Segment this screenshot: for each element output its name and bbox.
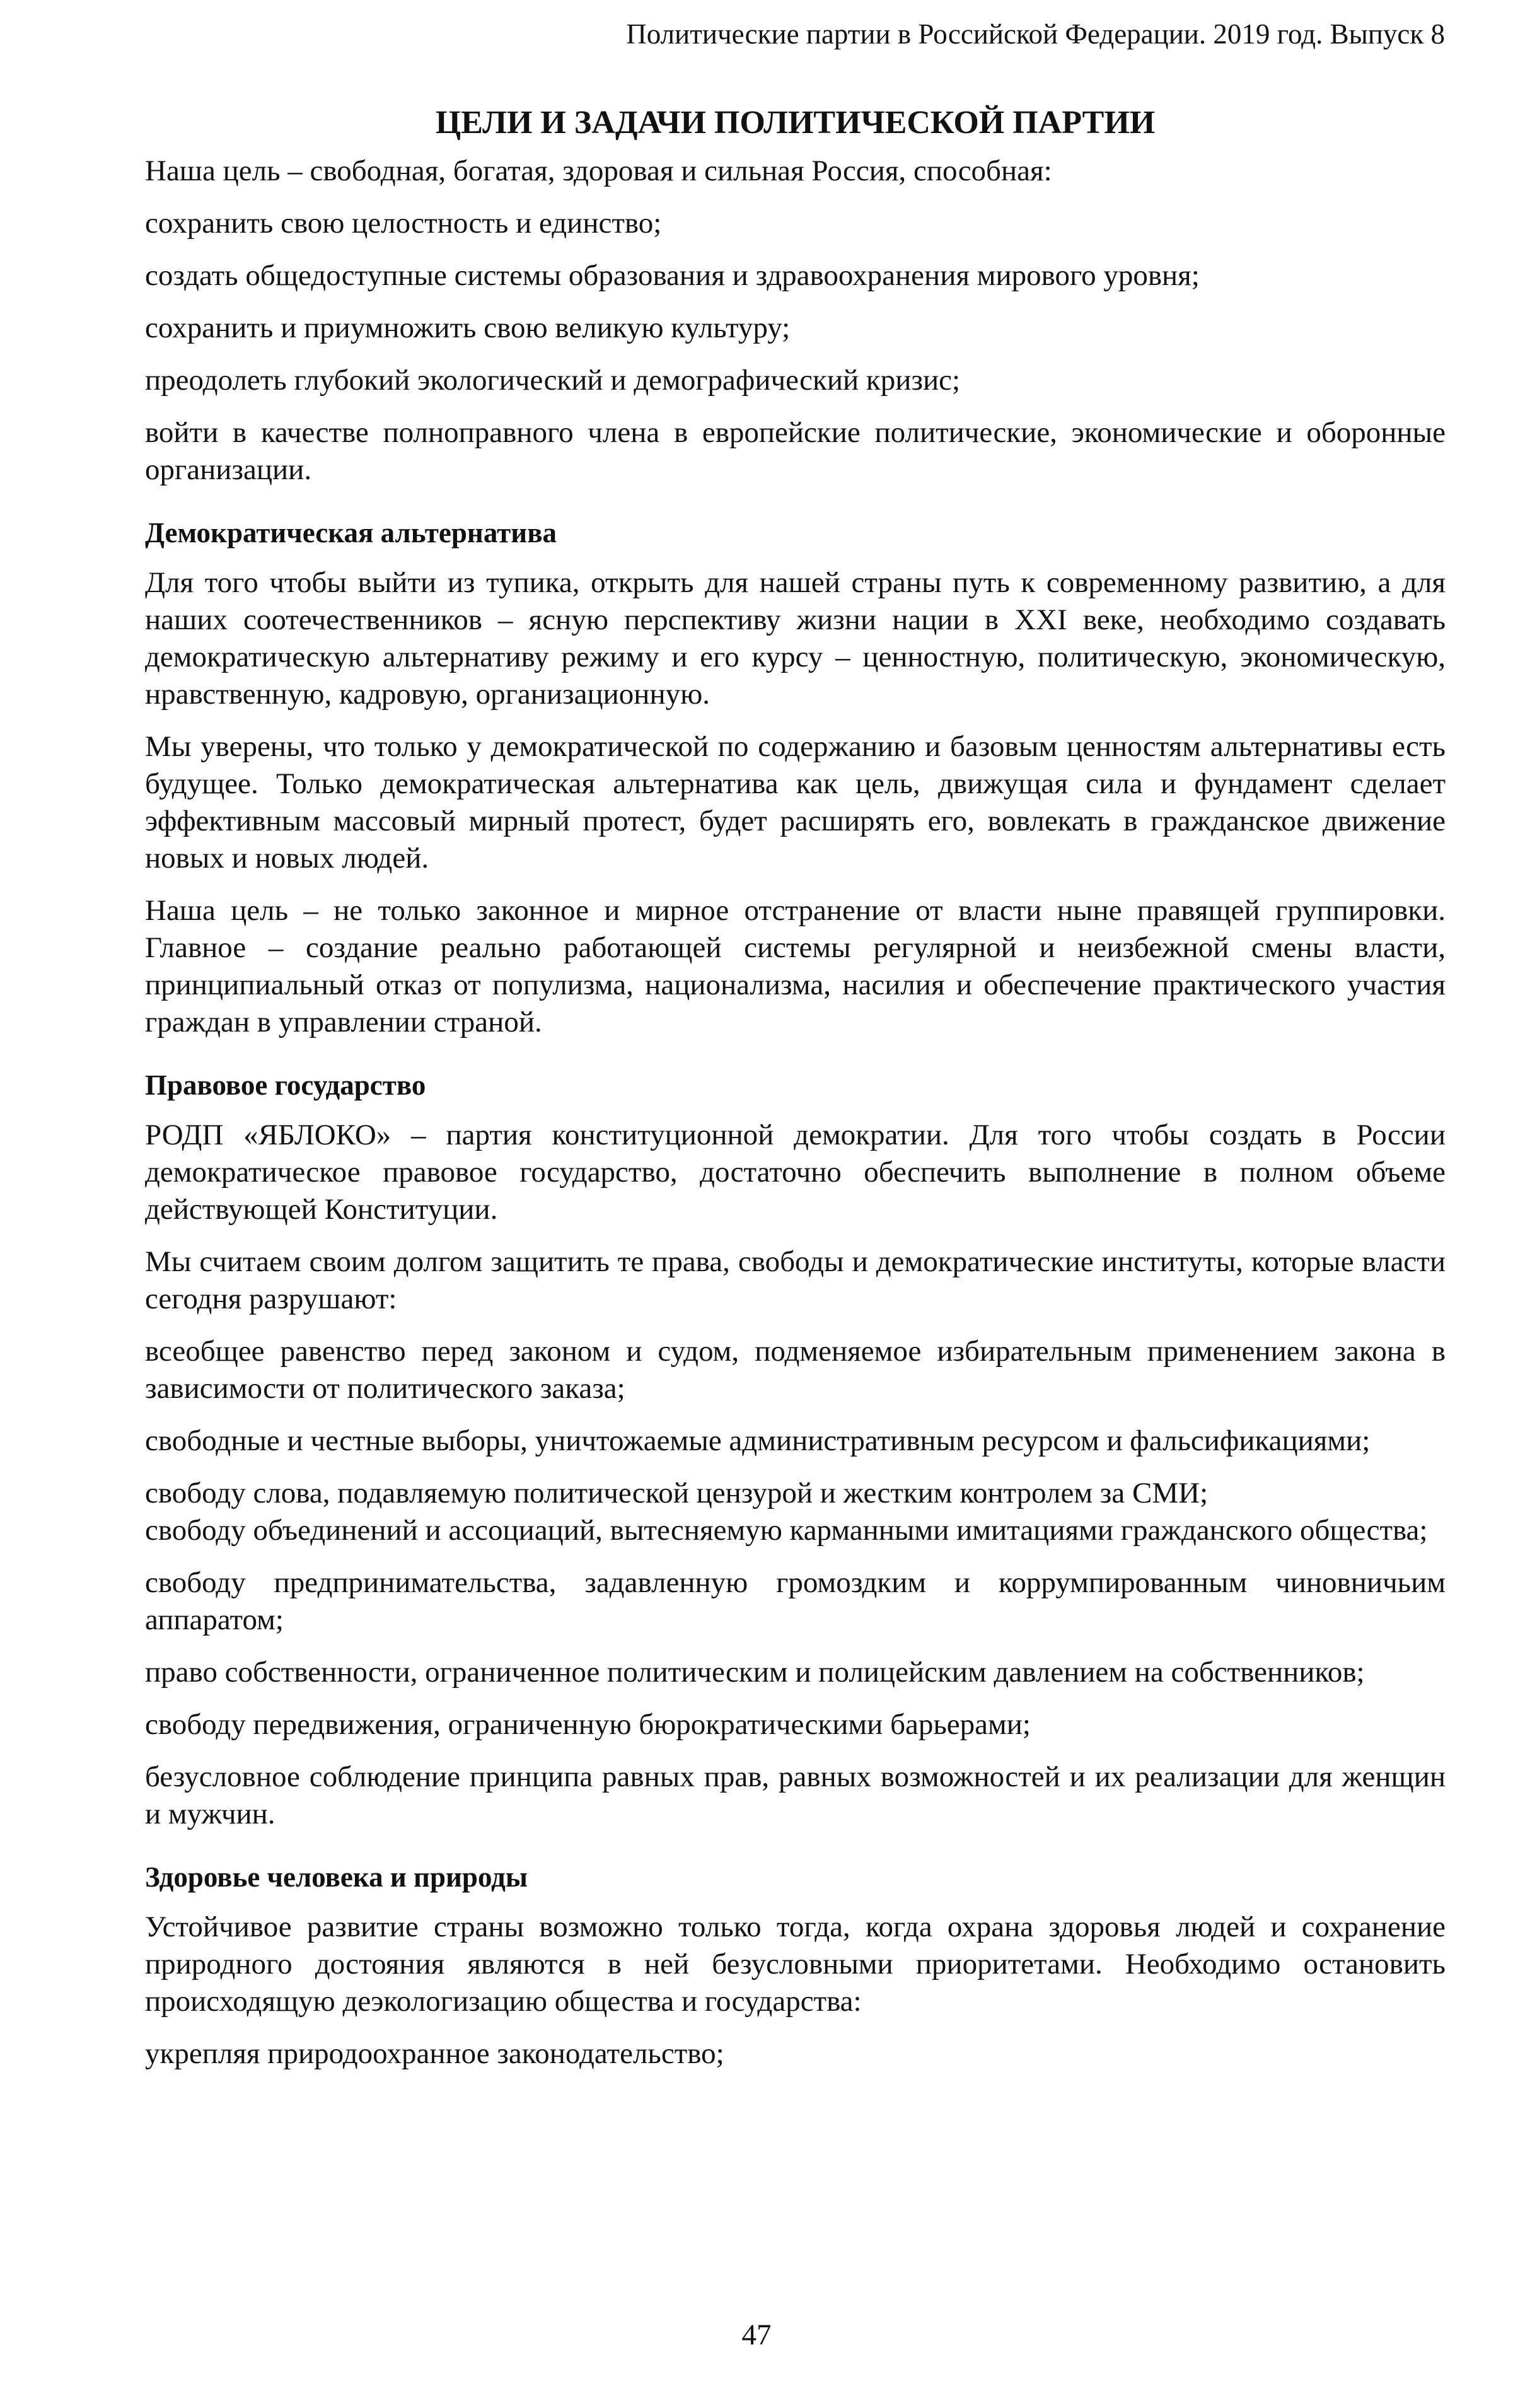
list-item: сохранить и приумножить свою великую культуру; xyxy=(145,311,791,344)
paragraph: РОДП «ЯБЛОКО» – партия конституционной демократии. Для того чтобы создать в России демократическое правовое государство, достаточно обеспечить выполнение в полном объеме действующей Конституции. xyxy=(145,1119,1446,1226)
running-head: Политические партии в Российской Федерации. 2019 год. Выпуск 8 xyxy=(626,18,1445,50)
list-item: право собственности, ограниченное политическим и полицейским давлением на собственников; xyxy=(145,1656,1365,1689)
list-item: свободные и честные выборы, уничтожаемые административным ресурсом и фальсификациями; xyxy=(145,1424,1371,1457)
intro-lead: Наша цель – свободная, богатая, здоровая и сильная Россия, способная: xyxy=(145,154,1052,187)
list-item: свободу передвижения, ограниченную бюрократическими барьерами; xyxy=(145,1708,1031,1741)
list-item: войти в качестве полноправного члена в европейские политические, экономические и оборонные организации. xyxy=(145,416,1446,486)
list-item: сохранить свою целостность и единство; xyxy=(145,207,662,240)
list-item: преодолеть глубокий экологический и демографический кризис; xyxy=(145,364,961,397)
list-item: укрепляя природоохранное законодательство; xyxy=(145,2037,724,2070)
page-title: ЦЕЛИ И ЗАДАЧИ ПОЛИТИЧЕСКОЙ ПАРТИИ xyxy=(435,105,1156,141)
list-item: безусловное соблюдение принципа равных прав, равных возможностей и их реализации для женщин и мужчин. xyxy=(145,1760,1446,1830)
paragraph: Для того чтобы выйти из тупика, открыть для нашей страны путь к современному развитию, а для наших соотечественников – ясную перспективу жизни нации в XXI веке, необходимо создавать демократическую альтернативу режиму и его курсу – ценностную, политическую, экономическую, нравственную, кадровую, организационную. xyxy=(145,566,1446,711)
list-item: свободу предпринимательства, задавленную громоздким и коррумпированным чиновничьим аппаратом; xyxy=(145,1566,1446,1636)
list-item: свободу слова, подавляемую политической цензурой и жестким контролем за СМИ; xyxy=(145,1477,1209,1509)
paragraph: Наша цель – не только законное и мирное отстранение от власти ныне правящей группировки. Главное – создание реально работающей системы регулярной и неизбежной смены власти, принципиальный отказ от популизма, национализма, насилия и обеспечение практического участия граждан в управлении страной. xyxy=(145,894,1446,1038)
list-item: создать общедоступные системы образования и здравоохранения мирового уровня; xyxy=(145,259,1200,292)
section-heading: Демократическая альтернатива xyxy=(145,517,557,549)
page-number: 47 xyxy=(741,2318,772,2351)
list-item: свободу объединений и ассоциаций, вытесняемую карманными имитациями гражданского общества; xyxy=(145,1514,1428,1547)
paragraph: Мы уверены, что только у демократической по содержанию и базовым ценностям альтернативы есть будущее. Только демократическая альтернатива как цель, движущая сила и фундамент сделает эффективным массовый мирный протест, будет расширять его, вовлекать в гражданское движение новых и новых людей. xyxy=(145,730,1446,875)
page-content xyxy=(145,101,1446,2088)
section-heading: Правовое государство xyxy=(145,1069,426,1101)
paragraph: Мы считаем своим долгом защитить те права, свободы и демократические институты, которые власти сегодня разрушают: xyxy=(145,1245,1446,1315)
list-item: всеобщее равенство перед законом и судом, подменяемое избирательным применением закона в зависимости от политического заказа; xyxy=(145,1335,1446,1405)
paragraph: Устойчивое развитие страны возможно только тогда, когда охрана здоровья людей и сохранение природного достояния являются в ней безусловными приоритетами. Необходимо остановить происходящую деэкологизацию общества и государства: xyxy=(145,1911,1446,2018)
section-heading: Здоровье человека и природы xyxy=(145,1861,528,1893)
